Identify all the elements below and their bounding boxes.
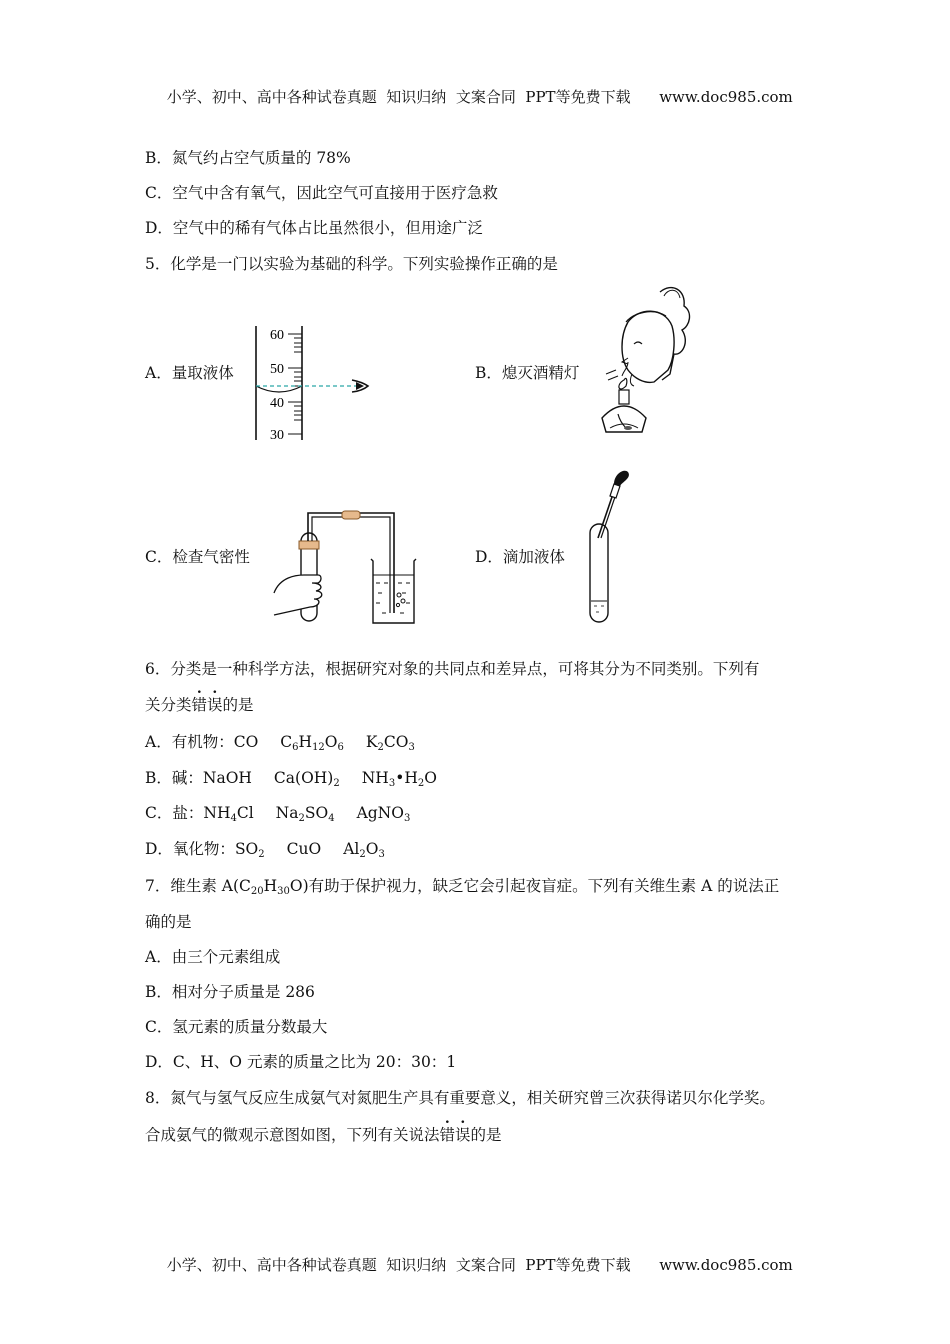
q7-stem-line1: 7．维生素 $A(C_{20}H_{30}O)$有助于保护视力，缺乏它会引起夜盲症。下列有关维生素 A 的说法正 bbox=[145, 877, 780, 897]
q7-option-c: C．氢元素的质量分数最大 bbox=[145, 1018, 328, 1036]
emphasis-dot-char: 误 bbox=[207, 696, 223, 714]
q7-option-b: B．相对分子质量是 286 bbox=[145, 983, 315, 1001]
q6-option-d-label: D．氧化物： bbox=[145, 840, 235, 858]
q5-option-b: B．熄灭酒精灯 bbox=[475, 364, 580, 382]
q4-option-b: B．氮气约占空气质量的 78% bbox=[145, 149, 351, 167]
airtightness-figure bbox=[266, 503, 438, 628]
q6-option-a-label: A．有机物： bbox=[145, 733, 234, 751]
q7-stem-line2: 确的是 bbox=[145, 913, 192, 931]
q4-option-d: D．空气中的稀有气体占比虽然很小，但用途广泛 bbox=[145, 219, 483, 237]
emphasis-dot-char: 错 bbox=[191, 696, 208, 714]
q7-option-d: D．C、H、O 元素的质量之比为 20：30：1 bbox=[145, 1053, 457, 1071]
q8-stem-post: 的是 bbox=[470, 1126, 502, 1144]
q7-stem-pre: 7．维生素 A(C bbox=[145, 877, 251, 895]
q4-option-c: C．空气中含有氧气，因此空气可直接用于医疗急救 bbox=[145, 184, 498, 202]
page-footer bbox=[0, 1236, 950, 1275]
alcohol-lamp-figure bbox=[598, 282, 698, 444]
q6-option-a: A．有机物：CO $C_6H_{12}O_6$ $K_2CO_3$ bbox=[145, 733, 415, 753]
q5-option-c: C．检查气密性 bbox=[145, 548, 250, 566]
footer-text: 小学、初中、高中各种试卷真题 知识归纳 文案合同 PPT等免费下载 bbox=[166, 1256, 631, 1274]
q8-stem-pre: 合成氨气的微观示意图如图，下列有关说法 bbox=[145, 1126, 440, 1144]
q7-stem-post: O)有助于保护视力，缺乏它会引起夜盲症。下列有关维生素 A 的说法正 bbox=[289, 877, 780, 895]
q6-option-d: D．氧化物：$SO_2$ CuO $Al_2O_3$ bbox=[145, 840, 385, 860]
q6-option-b-label: B．碱： bbox=[145, 769, 203, 787]
q5-option-d: D．滴加液体 bbox=[475, 548, 565, 566]
tick-40: 40 bbox=[270, 396, 284, 411]
tick-60: 60 bbox=[270, 328, 284, 343]
q6-stem-line2 bbox=[145, 693, 254, 715]
q6-stem-post: 的是 bbox=[222, 696, 254, 714]
q5-stem: 5．化学是一门以实验为基础的科学。下列实验操作正确的是 bbox=[145, 255, 558, 273]
footer-site: www.doc985.com bbox=[659, 1256, 793, 1274]
q6-stem-pre: 关分类 bbox=[145, 696, 192, 714]
tick-50: 50 bbox=[270, 362, 284, 377]
header-text: 小学、初中、高中各种试卷真题 知识归纳 文案合同 PPT等免费下载 bbox=[166, 88, 631, 106]
q6-option-b: B．碱：NaOH $Ca(OH)_2$ $NH_3•H_2O$ bbox=[145, 769, 437, 789]
q6-stem-line1: 6．分类是一种科学方法，根据研究对象的共同点和差异点，可将其分为不同类别。下列有 bbox=[145, 660, 760, 678]
emphasis-dot-char: 误 bbox=[455, 1126, 471, 1144]
tick-30: 30 bbox=[270, 428, 284, 442]
q5-option-a: A．量取液体 bbox=[145, 364, 234, 382]
q7-option-a: A．由三个元素组成 bbox=[145, 948, 281, 966]
q6-option-c-label: C．盐： bbox=[145, 804, 204, 822]
emphasis-dot-char: 错 bbox=[439, 1126, 456, 1144]
q8-stem-line1: 8．氮气与氢气反应生成氨气对氮肥生产具有重要意义，相关研究曾三次获得诺贝尔化学奖。 bbox=[145, 1089, 775, 1107]
header-site: www.doc985.com bbox=[659, 88, 793, 106]
q8-stem-line2 bbox=[145, 1123, 502, 1145]
page-header bbox=[0, 68, 950, 107]
dropper-figure bbox=[580, 466, 640, 628]
graduated-cylinder-figure bbox=[248, 322, 378, 442]
q6-option-c: C．盐：$NH_4Cl$ $Na_2SO_4$ AgNO$_3$ bbox=[145, 804, 411, 824]
